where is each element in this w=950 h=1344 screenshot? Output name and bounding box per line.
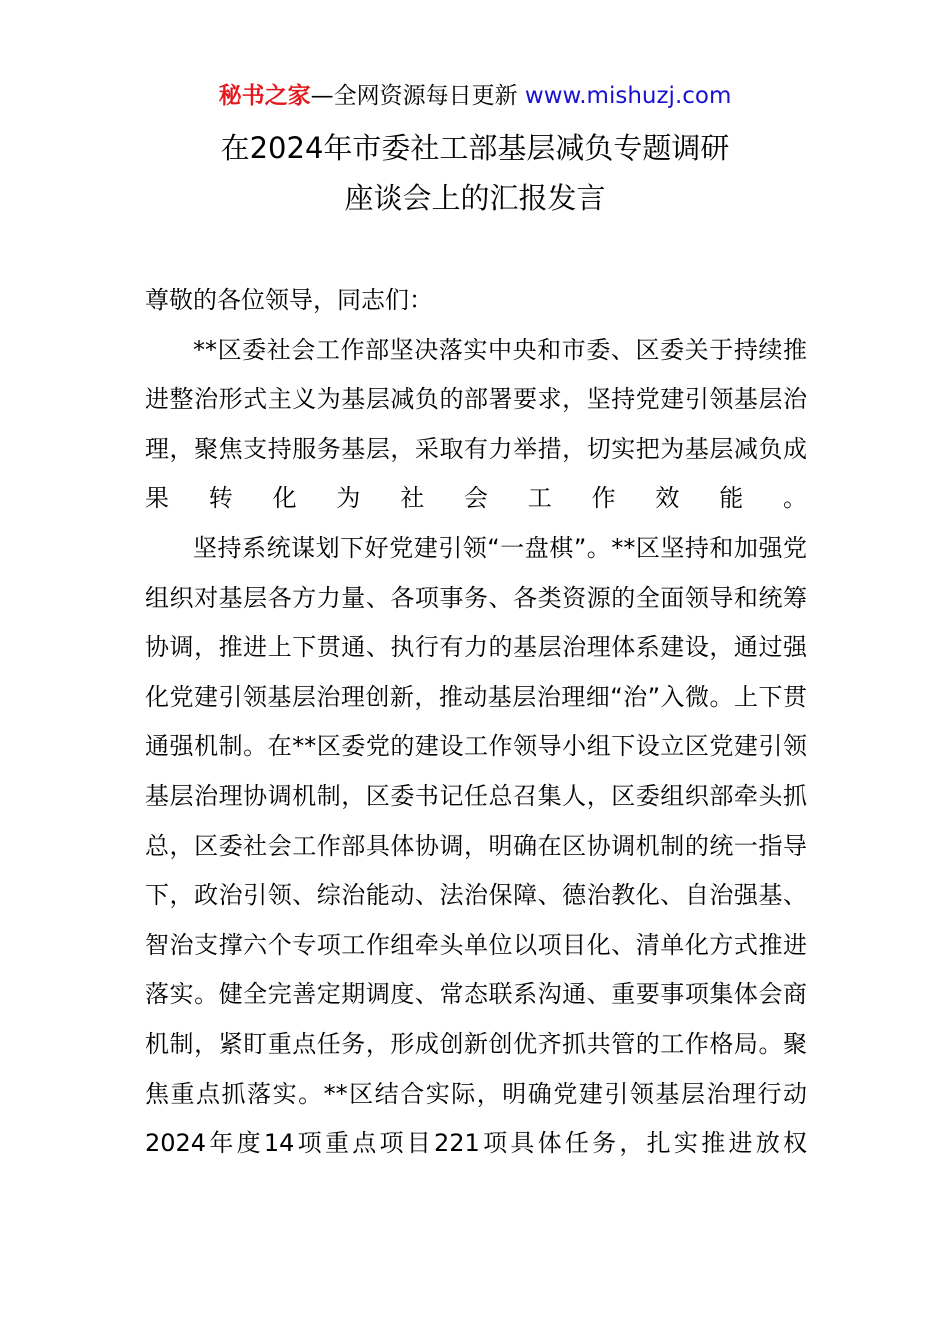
brand-name: 秘书之家 [218,83,311,109]
site-url-link[interactable]: www.mishuzj.com [524,83,732,109]
header-tagline: —全网资源每日更新 [310,83,518,109]
body-paragraph-1: **区委社会工作部坚决落实中央和市委、区委关于持续推进整治形式主义为基层减负的部署要求，坚持党建引领基层治理，聚焦支持服务基层，采取有力举措，切实把为基层减负成果转化为社会工作效能。 [145,335,807,513]
body-paragraph-2: 坚持系统谋划下好党建引领“一盘棋”。**区坚持和加强党组织对基层各方力量、各项事务、各类资源的全面领导和统筹协调，推进上下贯通、执行有力的基层治理体系建设，通过强化党建引领基层治理创新，推动基层治理细“治”入微。上下贯通强机制。在**区委党的建设工作领导小组下设立区党建引领基层治理协调机制，区委书记任总召集人，区委组织部牵头抓总，区委社会工作部具体协调，明确在区协调机制的统一指导下，政治引领、综治能动、法治保障、德治教化、自治强基、智治支撑六个专项工作组牵头单位以项目化、清单化方式推进落实。健全完善定期调度、常态联系沟通、重要事项集体会商机制，紧盯重点任务，形成创新创优齐抓共管的工作格局。聚焦重点抓落实。**区结合实际，明确党建引领基层治理行动2024年度14项重点项目221项具体任务，扎实推进放权 [145,533,807,1158]
document-title-line-2: 座谈会上的汇报发言 [344,181,606,215]
document-body [145,276,807,1169]
greeting: 尊敬的各位领导，同志们： [145,286,433,314]
site-header [0,80,950,112]
document-title-line-1: 在2024年市委社工部基层减负专题调研 [220,131,730,165]
